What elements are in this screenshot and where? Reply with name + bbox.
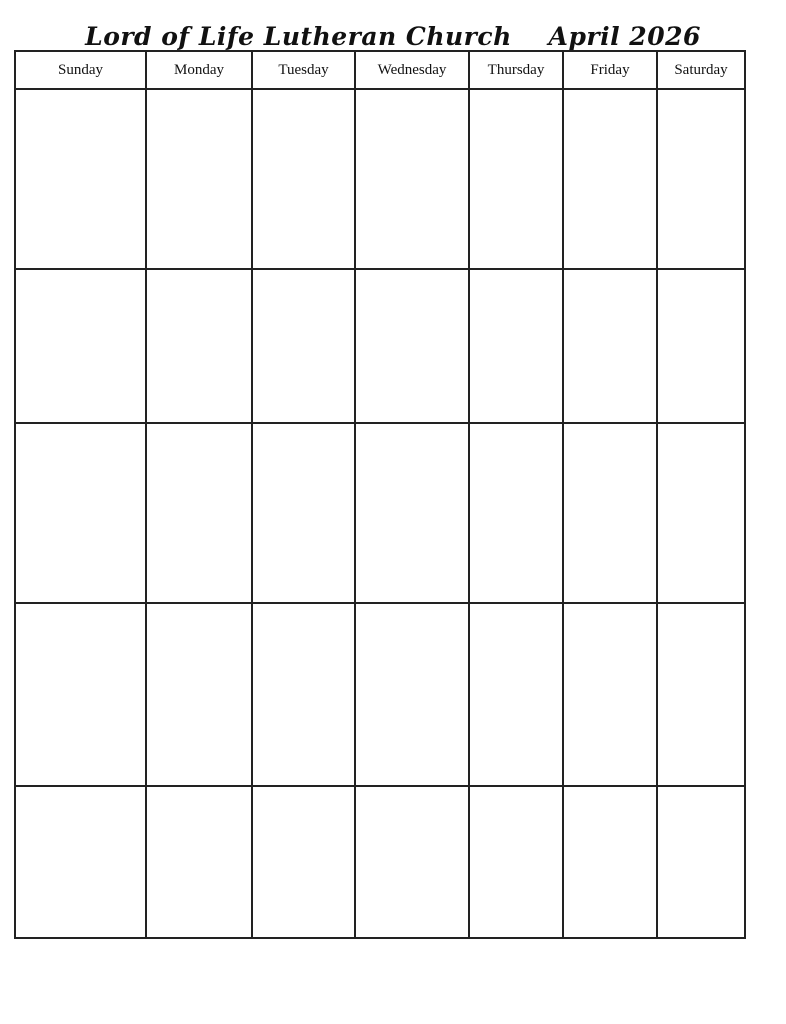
day-cell-apr-4: [657, 89, 745, 269]
weekday-header-row: [15, 51, 745, 89]
calendar-week: [15, 89, 745, 269]
day-cell-apr-10: [563, 269, 657, 423]
calendar-week: [15, 603, 745, 786]
day-cell-apr-21: [252, 603, 355, 786]
calendar-grid: [14, 50, 746, 939]
day-cell-apr-17: [563, 423, 657, 603]
day-cell-apr-2: [469, 89, 563, 269]
calendar-week: [15, 786, 745, 938]
day-cell-apr-1: [355, 89, 469, 269]
day-cell-apr-19: [15, 603, 146, 786]
day-cell-empty: [15, 89, 146, 269]
day-cell-apr-13: [146, 423, 252, 603]
day-cell-apr-30: [469, 786, 563, 938]
day-cell-apr-14: [252, 423, 355, 603]
day-cell-empty: [146, 89, 252, 269]
weekday-header: Tuesday: [252, 51, 355, 89]
weekday-header: Wednesday: [355, 51, 469, 89]
day-cell-apr-3: [563, 89, 657, 269]
calendar-week: [15, 269, 745, 423]
day-cell-apr-16: [469, 423, 563, 603]
day-cell-apr-24: [563, 603, 657, 786]
day-cell-apr-7: [252, 269, 355, 423]
day-cell-apr-8: [355, 269, 469, 423]
day-cell-empty: [252, 89, 355, 269]
day-cell-apr-28: [252, 786, 355, 938]
day-cell-apr-6: [146, 269, 252, 423]
weekday-header: Friday: [563, 51, 657, 89]
day-cell-apr-26: [15, 786, 146, 938]
weekday-header: Thursday: [469, 51, 563, 89]
calendar-week: [15, 423, 745, 603]
day-cell-apr-18: [657, 423, 745, 603]
day-cell-apr-15: [355, 423, 469, 603]
day-cell-apr-27: [146, 786, 252, 938]
day-cell-empty: [657, 786, 745, 938]
day-cell-apr-5: [15, 269, 146, 423]
day-cell-apr-9: [469, 269, 563, 423]
day-cell-apr-11: [657, 269, 745, 423]
day-cell-apr-12: [15, 423, 146, 603]
day-cell-apr-25: [657, 603, 745, 786]
day-cell-empty: [563, 786, 657, 938]
day-cell-apr-22: [355, 603, 469, 786]
weekday-header: Saturday: [657, 51, 745, 89]
weekday-header: Sunday: [15, 51, 146, 89]
day-cell-apr-20: [146, 603, 252, 786]
day-cell-apr-29: [355, 786, 469, 938]
weekday-header: Monday: [146, 51, 252, 89]
day-cell-apr-23: [469, 603, 563, 786]
calendar-title: Lord of Life Lutheran Church April 2026: [85, 22, 701, 51]
